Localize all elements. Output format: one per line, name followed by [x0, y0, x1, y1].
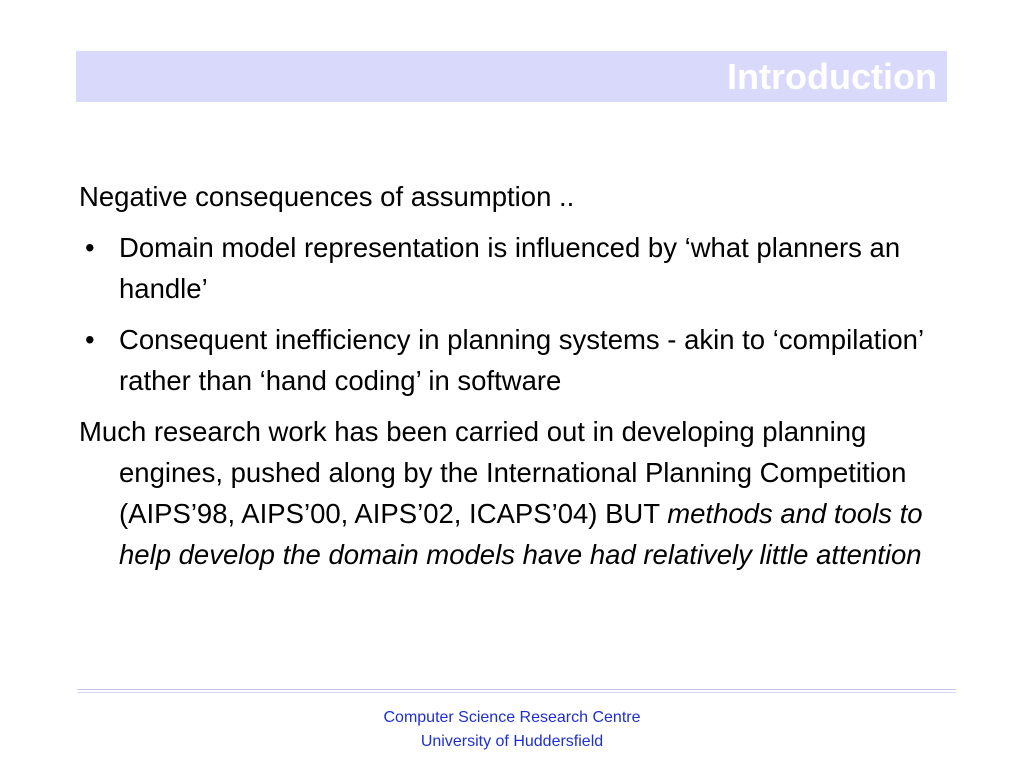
footer-divider-secondary	[77, 692, 956, 693]
footer-divider	[77, 689, 956, 690]
footer-line-1: Computer Science Research Centre	[383, 709, 641, 726]
footer	[0, 706, 1024, 754]
intro-text: Negative consequences of assumption ..	[79, 181, 575, 212]
footer-line-2: University of Huddersfield	[420, 733, 604, 750]
research-text: Much research work has been carried out in developing planning engines, pushed along by the International Planning Competition (AIPS’98, AIPS’00, AIPS’02, ICAPS’04) BUT	[79, 416, 907, 529]
title-bar	[76, 51, 947, 102]
slide-title: Introduction	[727, 56, 937, 97]
slide-body	[79, 176, 949, 585]
bullet-icon: •	[85, 324, 95, 355]
bullet-text: Domain model representation is influenced by ‘what planners an handle’	[119, 232, 901, 304]
bullet-text: Consequent inefficiency in planning systems - akin to ‘compilation’ rather than ‘hand coding’ in software	[119, 324, 924, 396]
research-paragraph	[79, 411, 949, 575]
bullet-item	[79, 319, 949, 401]
bullet-icon: •	[85, 232, 95, 263]
bullet-item	[79, 227, 949, 309]
research-emphasis: methods and tools to help develop the domain models have had relatively little attention	[119, 498, 923, 570]
